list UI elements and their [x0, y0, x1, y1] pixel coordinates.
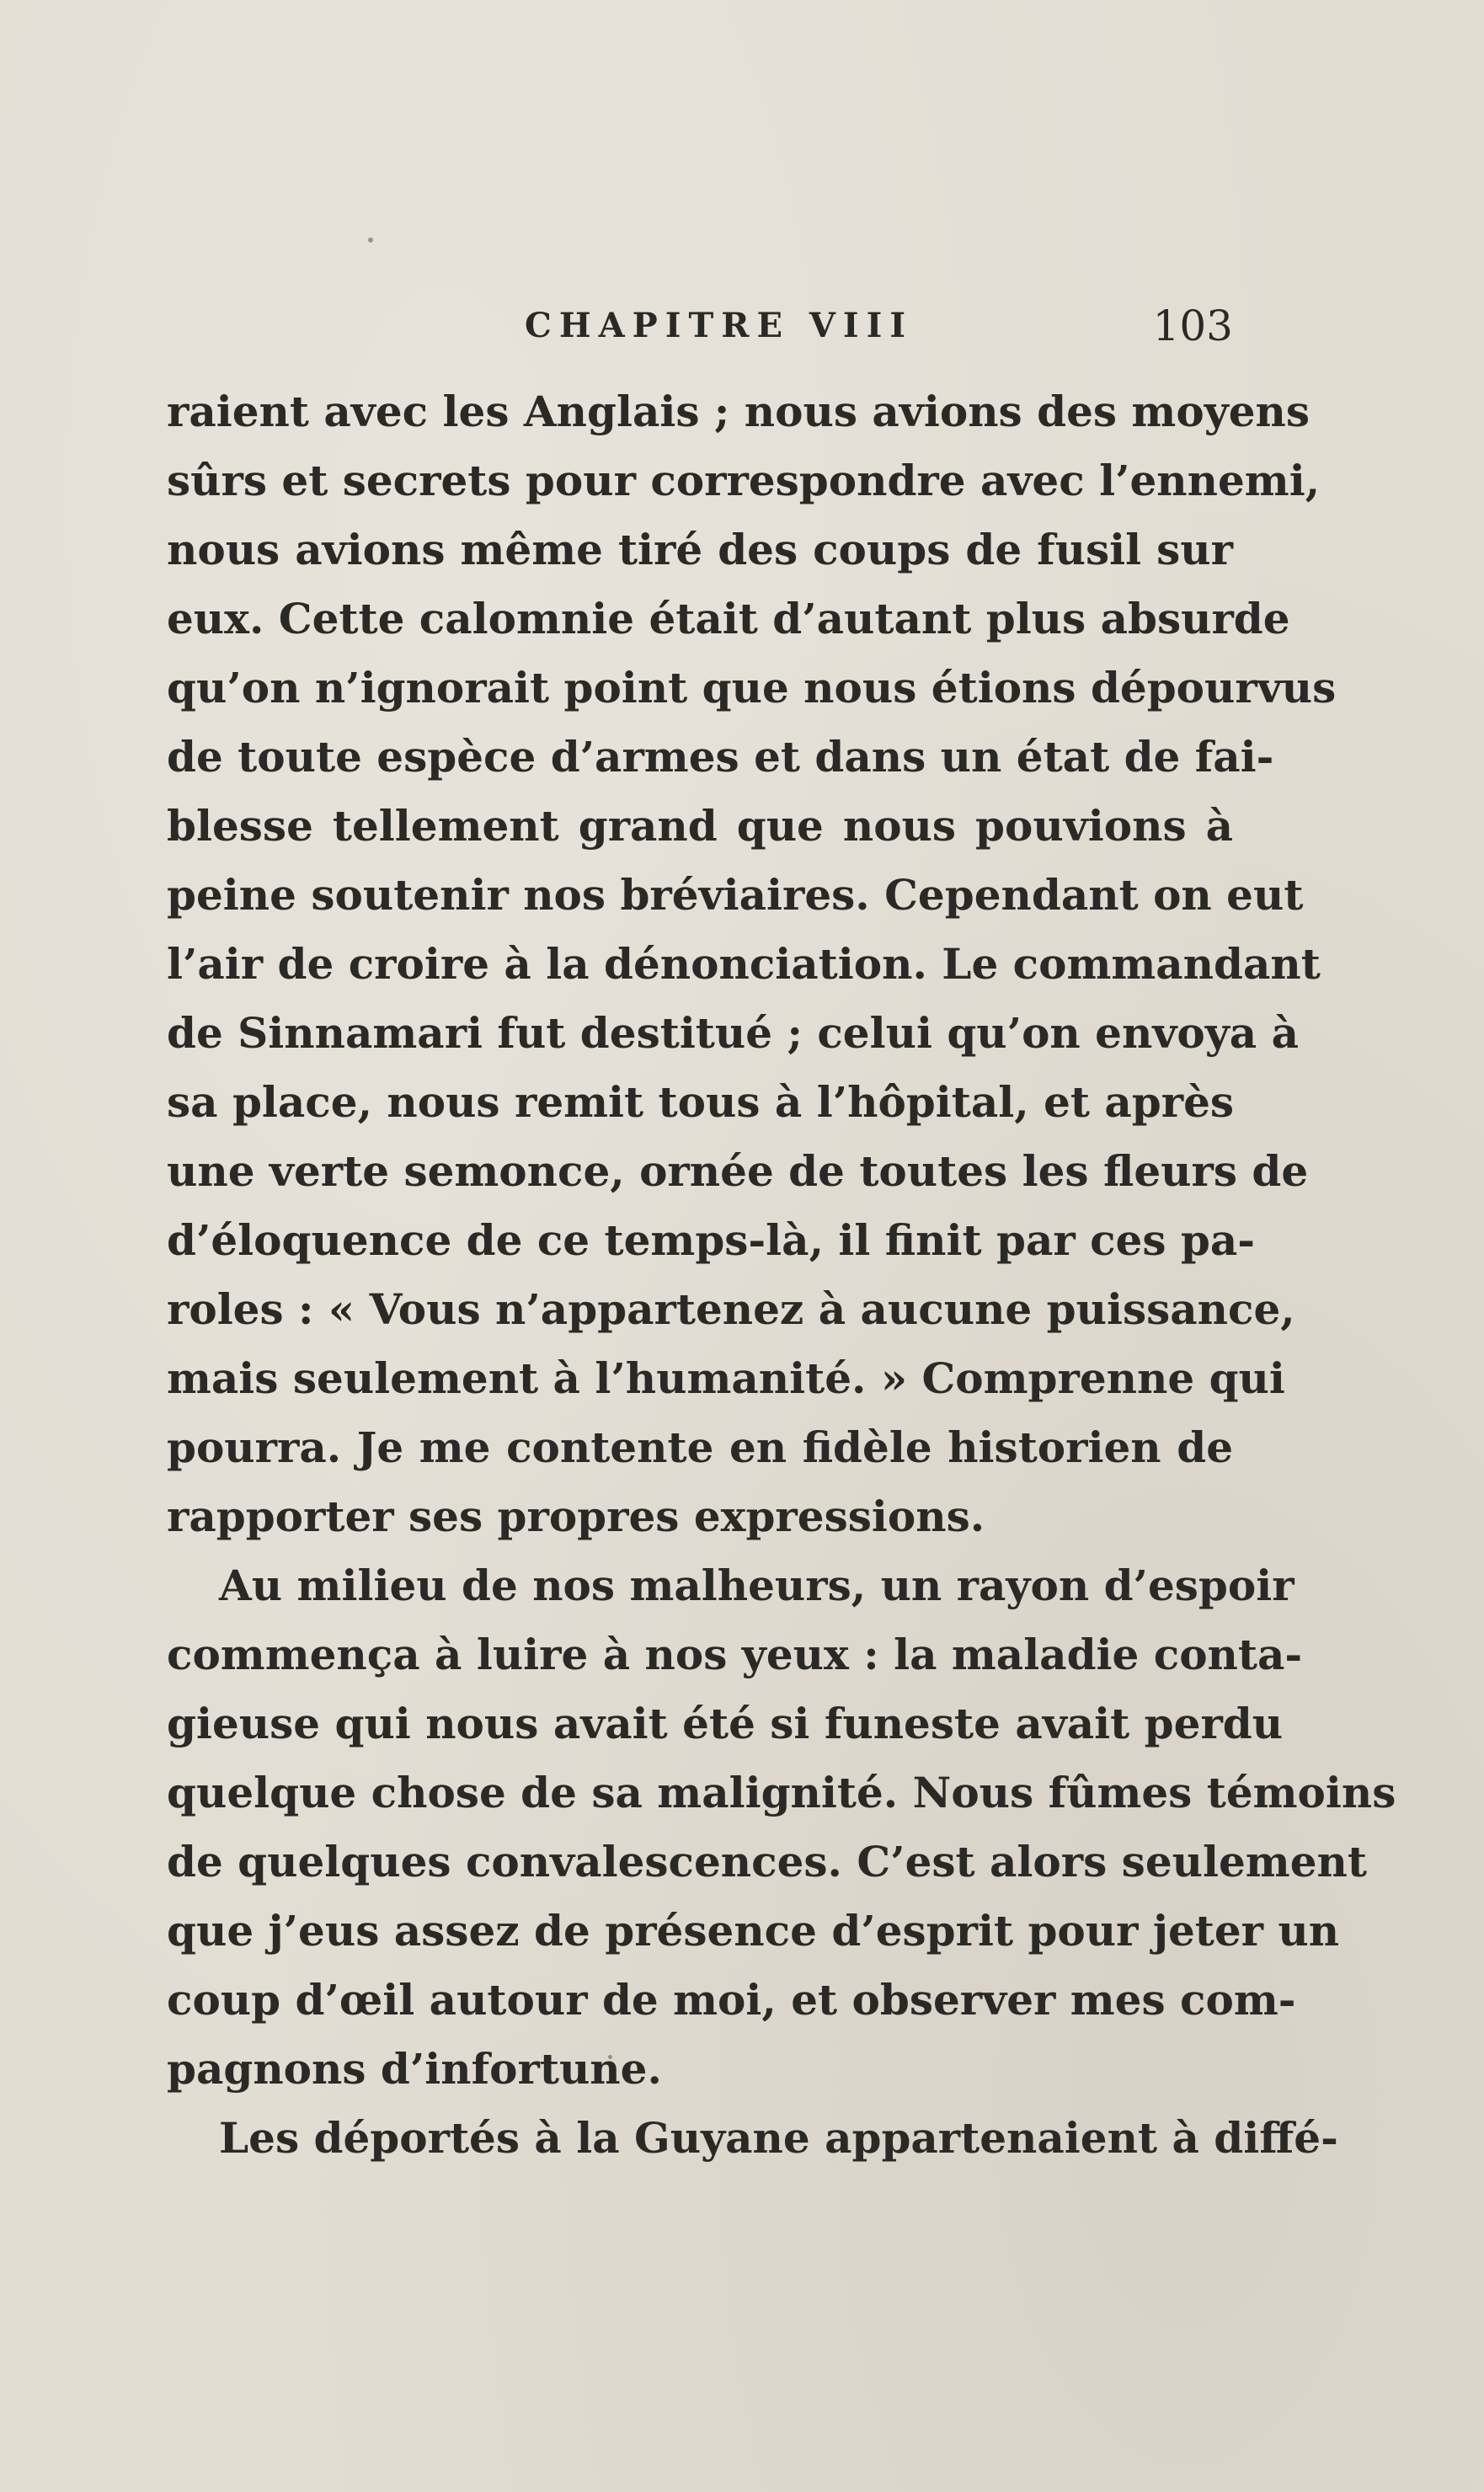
page-number: 103	[1152, 301, 1233, 350]
text-line: raient avec les Anglais ; nous avions des moyens	[167, 387, 1311, 436]
text-line: quelque chose de sa malignité. Nous fûmes témoins	[167, 1768, 1396, 1817]
text-line: mais seulement à l’humanité. » Comprenne qui	[167, 1353, 1285, 1403]
text-line: commença à luire à nos yeux : la maladie conta-	[167, 1630, 1303, 1679]
text-line: de quelques convalescences. C’est alors seulement	[167, 1837, 1367, 1886]
paragraph-end-line: pagnons d’infortune.	[167, 2044, 662, 2094]
text-line: sûrs et secrets pour correspondre avec l’ennemi,	[167, 456, 1321, 505]
text-line: nous avions même tiré des coups de fusil sur	[167, 525, 1233, 574]
paragraph-start-line: Les déportés à la Guyane appartenaient à diffé-	[219, 2113, 1338, 2163]
text-line: roles : « Vous n’appartenez à aucune puissance,	[167, 1284, 1295, 1334]
body-text	[167, 377, 1396, 2173]
running-header	[167, 296, 1233, 355]
text-line: coup d’œil autour de moi, et observer mes com-	[167, 1975, 1296, 2025]
text-line: blesse tellement grand que nous pouvions à	[167, 801, 1233, 851]
ink-speck	[368, 237, 373, 243]
text-line: pourra. Je me contente en fidèle historien de	[167, 1422, 1233, 1472]
text-line: peine soutenir nos bréviaires. Cependant on eut	[167, 870, 1304, 920]
paragraph-end-line: rapporter ses propres expressions.	[167, 1491, 985, 1541]
text-line: sa place, nous remit tous à l’hôpital, et après	[167, 1077, 1235, 1127]
text-line: qu’on n’ignorait point que nous étions dépourvus	[167, 663, 1337, 712]
text-line: l’air de croire à la dénonciation. Le commandant	[167, 939, 1321, 989]
paragraph-start-line: Au milieu de nos malheurs, un rayon d’espoir	[219, 1561, 1294, 1610]
text-line: d’éloquence de ce temps-là, il finit par ces pa-	[167, 1215, 1256, 1265]
text-line: gieuse qui nous avait été si funeste avait perdu	[167, 1699, 1284, 1748]
text-line: de toute espèce d’armes et dans un état de fai-	[167, 732, 1274, 782]
text-line: eux. Cette calomnie était d’autant plus absurde	[167, 594, 1290, 643]
text-line: de Sinnamari fut destitué ; celui qu’on envoya à	[167, 1008, 1299, 1058]
text-line: une verte semonce, ornée de toutes les fleurs de	[167, 1146, 1309, 1196]
chapter-title: CHAPITRE VIII	[525, 306, 914, 345]
text-line: que j’eus assez de présence d’esprit pour jeter un	[167, 1906, 1340, 1956]
